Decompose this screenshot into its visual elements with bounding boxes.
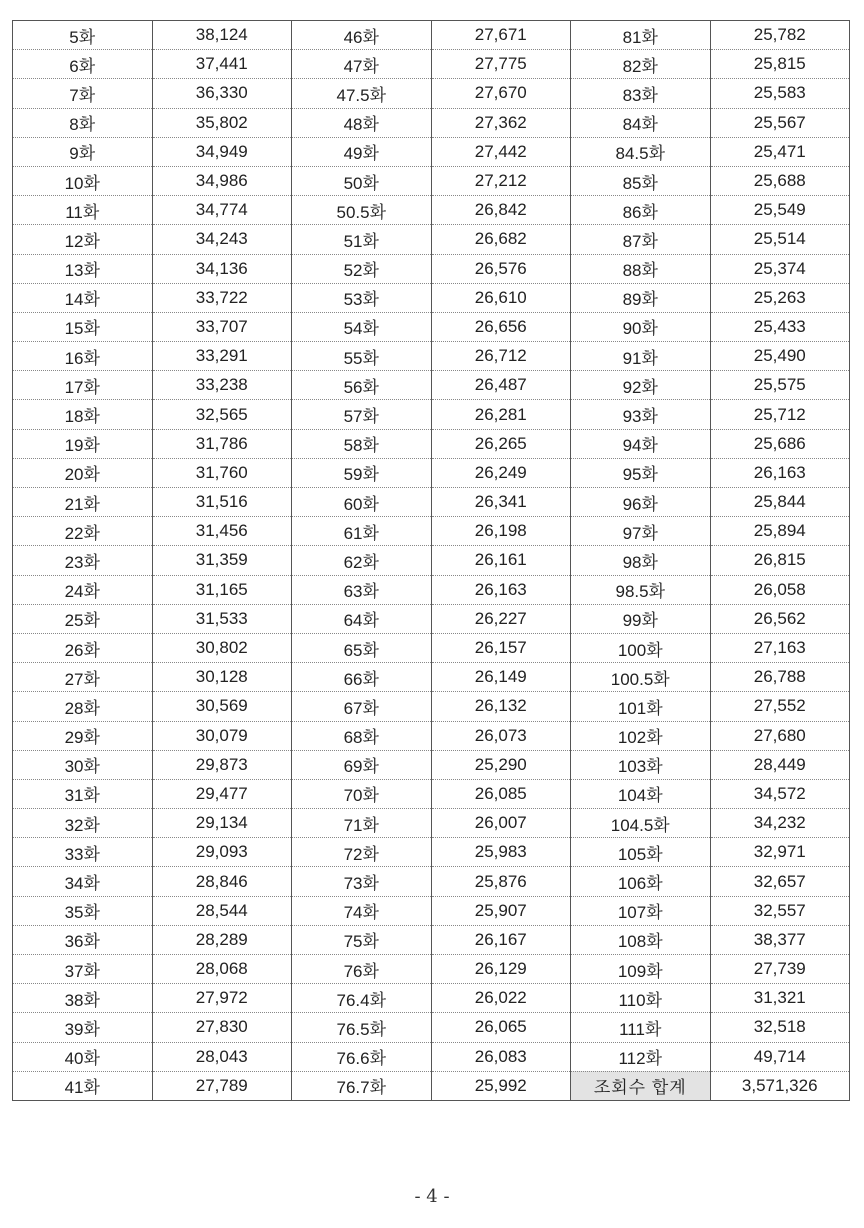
episode-cell: 86화 [571,196,711,225]
episode-cell: 96화 [571,488,711,517]
episode-cell: 95화 [571,458,711,487]
views-cell: 25,583 [710,79,850,108]
episode-cell: 22화 [13,517,153,546]
views-cell: 26,227 [431,604,571,633]
episode-cell: 40화 [13,1042,153,1071]
views-cell: 32,518 [710,1013,850,1042]
episode-cell: 110화 [571,984,711,1013]
episode-cell: 57화 [292,400,432,429]
episode-cell: 39화 [13,1013,153,1042]
episode-cell: 47.5화 [292,79,432,108]
table-row [13,429,850,458]
episode-cell: 93화 [571,400,711,429]
views-cell: 30,802 [152,633,292,662]
episode-cell: 65화 [292,633,432,662]
episode-cell: 108화 [571,925,711,954]
episode-cell: 8화 [13,108,153,137]
episode-cell: 82화 [571,50,711,79]
views-cell: 29,093 [152,838,292,867]
views-cell: 27,442 [431,137,571,166]
episode-cell: 35화 [13,896,153,925]
episode-cell: 107화 [571,896,711,925]
views-cell: 26,249 [431,458,571,487]
table-row [13,517,850,546]
table-row [13,925,850,954]
episode-cell: 9화 [13,137,153,166]
views-cell: 34,136 [152,254,292,283]
views-cell: 32,971 [710,838,850,867]
episode-cell: 13화 [13,254,153,283]
episode-cell: 76.4화 [292,984,432,1013]
episode-cell: 37화 [13,955,153,984]
views-cell: 26,163 [431,575,571,604]
views-cell: 27,789 [152,1071,292,1100]
table-row [13,137,850,166]
views-cell: 28,068 [152,955,292,984]
views-cell: 25,686 [710,429,850,458]
episode-cell: 98.5화 [571,575,711,604]
views-cell: 31,359 [152,546,292,575]
episode-cell: 46화 [292,21,432,50]
views-cell: 27,163 [710,633,850,662]
views-cell: 34,572 [710,779,850,808]
views-cell: 25,374 [710,254,850,283]
table-row [13,896,850,925]
episode-cell: 67화 [292,692,432,721]
views-cell: 26,576 [431,254,571,283]
episode-cell: 71화 [292,809,432,838]
table-row [13,1071,850,1100]
views-cell: 26,682 [431,225,571,254]
episode-cell: 99화 [571,604,711,633]
views-cell: 33,722 [152,283,292,312]
episode-cell: 105화 [571,838,711,867]
table-row [13,166,850,195]
episode-cell: 76.7화 [292,1071,432,1100]
episode-cell: 7화 [13,79,153,108]
views-cell: 25,549 [710,196,850,225]
episode-cell: 88화 [571,254,711,283]
episode-cell: 75화 [292,925,432,954]
episode-cell: 87화 [571,225,711,254]
episode-cell: 104.5화 [571,809,711,838]
table-row [13,342,850,371]
episode-cell: 41화 [13,1071,153,1100]
episode-cell: 11화 [13,196,153,225]
views-cell: 29,873 [152,750,292,779]
views-cell: 26,265 [431,429,571,458]
episode-cell: 36화 [13,925,153,954]
episode-cell: 18화 [13,400,153,429]
views-cell: 25,876 [431,867,571,896]
episode-cell: 92화 [571,371,711,400]
views-cell: 25,433 [710,312,850,341]
views-cell: 25,815 [710,50,850,79]
table-row [13,721,850,750]
episode-cell: 66화 [292,663,432,692]
views-cell: 29,477 [152,779,292,808]
views-cell: 25,290 [431,750,571,779]
episode-cell: 64화 [292,604,432,633]
views-cell: 26,487 [431,371,571,400]
views-cell: 31,533 [152,604,292,633]
views-cell: 26,161 [431,546,571,575]
table-row [13,196,850,225]
views-cell: 26,163 [710,458,850,487]
episode-cell: 50.5화 [292,196,432,225]
episode-cell: 15화 [13,312,153,341]
episode-cell: 83화 [571,79,711,108]
views-cell: 27,212 [431,166,571,195]
views-cell: 28,846 [152,867,292,896]
views-cell: 35,802 [152,108,292,137]
views-cell: 33,707 [152,312,292,341]
episode-cell: 103화 [571,750,711,779]
views-cell: 31,165 [152,575,292,604]
episode-cell: 94화 [571,429,711,458]
episode-cell: 84화 [571,108,711,137]
views-cell: 49,714 [710,1042,850,1071]
episode-cell: 26화 [13,633,153,662]
views-cell: 29,134 [152,809,292,838]
episode-cell: 6화 [13,50,153,79]
views-cell: 28,449 [710,750,850,779]
views-cell: 30,569 [152,692,292,721]
views-cell: 26,198 [431,517,571,546]
views-cell: 32,557 [710,896,850,925]
episode-cell: 55화 [292,342,432,371]
views-cell: 27,680 [710,721,850,750]
views-cell: 25,782 [710,21,850,50]
views-cell: 25,567 [710,108,850,137]
table-row [13,546,850,575]
table-row [13,867,850,896]
views-cell: 26,712 [431,342,571,371]
episode-cell: 112화 [571,1042,711,1071]
views-cell: 31,516 [152,488,292,517]
views-cell: 26,562 [710,604,850,633]
views-cell: 26,167 [431,925,571,954]
episode-cell: 10화 [13,166,153,195]
episode-cell: 20화 [13,458,153,487]
episode-cell: 111화 [571,1013,711,1042]
views-cell: 38,124 [152,21,292,50]
views-cell: 25,575 [710,371,850,400]
views-cell: 31,456 [152,517,292,546]
views-cell: 25,471 [710,137,850,166]
table-row [13,692,850,721]
episode-cell: 59화 [292,458,432,487]
episode-cell: 31화 [13,779,153,808]
views-cell: 26,129 [431,955,571,984]
table-row [13,400,850,429]
views-cell: 26,065 [431,1013,571,1042]
views-cell: 26,656 [431,312,571,341]
episode-cell: 109화 [571,955,711,984]
table-row [13,604,850,633]
views-cell: 27,552 [710,692,850,721]
total-label-cell: 조회수 합계 [571,1071,711,1100]
episode-cell: 14화 [13,283,153,312]
table-row [13,809,850,838]
episode-cell: 84.5화 [571,137,711,166]
episode-cell: 19화 [13,429,153,458]
views-cell: 25,992 [431,1071,571,1100]
views-cell: 26,281 [431,400,571,429]
views-cell: 26,842 [431,196,571,225]
episode-cell: 62화 [292,546,432,575]
episode-cell: 53화 [292,283,432,312]
episode-cell: 25화 [13,604,153,633]
views-cell: 37,441 [152,50,292,79]
table-row [13,955,850,984]
table-row [13,254,850,283]
episode-cell: 28화 [13,692,153,721]
views-cell: 27,670 [431,79,571,108]
views-cell: 25,263 [710,283,850,312]
table-row [13,633,850,662]
episode-cell: 97화 [571,517,711,546]
views-cell: 26,007 [431,809,571,838]
views-cell: 27,362 [431,108,571,137]
episode-cell: 100.5화 [571,663,711,692]
episode-cell: 51화 [292,225,432,254]
views-cell: 26,083 [431,1042,571,1071]
table-row [13,663,850,692]
views-cell: 27,671 [431,21,571,50]
table-row [13,312,850,341]
episode-cell: 73화 [292,867,432,896]
table-row [13,779,850,808]
episode-cell: 74화 [292,896,432,925]
views-cell: 26,149 [431,663,571,692]
episode-cell: 16화 [13,342,153,371]
views-cell: 32,565 [152,400,292,429]
views-cell: 31,760 [152,458,292,487]
episode-cell: 72화 [292,838,432,867]
views-cell: 26,157 [431,633,571,662]
episode-cell: 100화 [571,633,711,662]
table-row [13,108,850,137]
views-cell: 25,712 [710,400,850,429]
views-cell: 32,657 [710,867,850,896]
views-cell: 28,289 [152,925,292,954]
views-cell: 34,986 [152,166,292,195]
views-cell: 25,844 [710,488,850,517]
episode-cell: 69화 [292,750,432,779]
episode-cell: 68화 [292,721,432,750]
views-cell: 27,739 [710,955,850,984]
episode-cell: 63화 [292,575,432,604]
episode-cell: 5화 [13,21,153,50]
views-cell: 26,022 [431,984,571,1013]
views-cell: 27,830 [152,1013,292,1042]
views-cell: 26,058 [710,575,850,604]
episode-cell: 58화 [292,429,432,458]
views-cell: 31,321 [710,984,850,1013]
episode-cell: 48화 [292,108,432,137]
episode-cell: 32화 [13,809,153,838]
views-cell: 25,894 [710,517,850,546]
views-cell: 27,972 [152,984,292,1013]
views-cell: 34,774 [152,196,292,225]
views-cell: 33,291 [152,342,292,371]
episode-cell: 70화 [292,779,432,808]
table-row [13,488,850,517]
views-cell: 26,788 [710,663,850,692]
table-row [13,21,850,50]
episode-cell: 24화 [13,575,153,604]
episode-cell: 61화 [292,517,432,546]
episode-cell: 30화 [13,750,153,779]
views-cell: 26,085 [431,779,571,808]
views-table-body [13,21,850,1101]
episode-cell: 104화 [571,779,711,808]
views-cell: 25,983 [431,838,571,867]
episode-cell: 91화 [571,342,711,371]
episode-cell: 81화 [571,21,711,50]
views-cell: 26,815 [710,546,850,575]
views-cell: 25,514 [710,225,850,254]
episode-cell: 34화 [13,867,153,896]
views-cell: 34,232 [710,809,850,838]
table-row [13,984,850,1013]
table-row [13,283,850,312]
episode-cell: 98화 [571,546,711,575]
episode-cell: 60화 [292,488,432,517]
episode-cell: 27화 [13,663,153,692]
episode-cell: 76.6화 [292,1042,432,1071]
page-number: - 4 - [414,1186,450,1207]
episode-cell: 21화 [13,488,153,517]
episode-cell: 38화 [13,984,153,1013]
episode-cell: 90화 [571,312,711,341]
episode-cell: 33화 [13,838,153,867]
episode-cell: 106화 [571,867,711,896]
views-cell: 34,949 [152,137,292,166]
episode-cell: 56화 [292,371,432,400]
episode-cell: 52화 [292,254,432,283]
views-cell: 28,544 [152,896,292,925]
table-row [13,79,850,108]
table-row [13,750,850,779]
views-cell: 26,073 [431,721,571,750]
views-cell: 27,775 [431,50,571,79]
episode-cell: 17화 [13,371,153,400]
table-row [13,371,850,400]
views-cell: 31,786 [152,429,292,458]
views-cell: 28,043 [152,1042,292,1071]
episode-cell: 89화 [571,283,711,312]
table-row [13,838,850,867]
views-cell: 34,243 [152,225,292,254]
views-cell: 30,128 [152,663,292,692]
table-row [13,1013,850,1042]
episode-cell: 49화 [292,137,432,166]
views-cell: 38,377 [710,925,850,954]
views-cell: 36,330 [152,79,292,108]
episode-cell: 12화 [13,225,153,254]
table-row [13,458,850,487]
episode-cell: 85화 [571,166,711,195]
episode-cell: 102화 [571,721,711,750]
views-cell: 33,238 [152,371,292,400]
episode-cell: 23화 [13,546,153,575]
views-cell: 26,132 [431,692,571,721]
table-row [13,50,850,79]
views-cell: 3,571,326 [710,1071,850,1100]
table-row [13,575,850,604]
views-cell: 25,688 [710,166,850,195]
views-cell: 26,610 [431,283,571,312]
table-row [13,1042,850,1071]
views-cell: 25,907 [431,896,571,925]
episode-cell: 101화 [571,692,711,721]
views-cell: 26,341 [431,488,571,517]
episode-cell: 29화 [13,721,153,750]
views-table [12,20,850,1101]
episode-cell: 50화 [292,166,432,195]
views-cell: 30,079 [152,721,292,750]
views-cell: 25,490 [710,342,850,371]
episode-cell: 54화 [292,312,432,341]
episode-cell: 47화 [292,50,432,79]
episode-cell: 76.5화 [292,1013,432,1042]
episode-cell: 76화 [292,955,432,984]
table-row [13,225,850,254]
